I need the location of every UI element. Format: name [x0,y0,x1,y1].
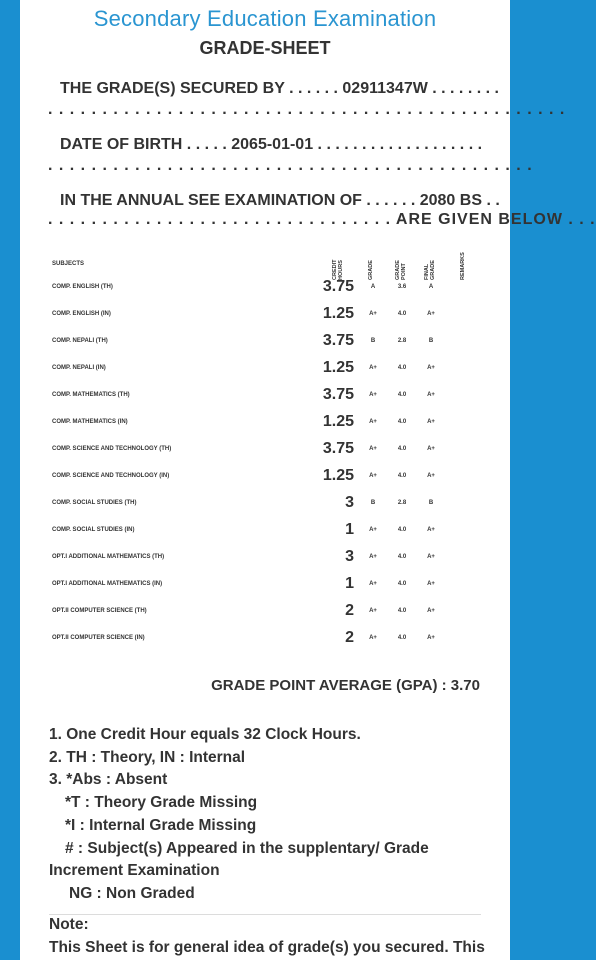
table-row [20,411,510,438]
final-grade: A+ [427,392,435,398]
note-theory-missing: *T : Theory Grade Missing [65,794,258,812]
final-grade: A+ [427,527,435,533]
grade-point: 4.0 [397,527,407,533]
subject-name: COMP. SCIENCE AND TECHNOLOGY (TH) [52,446,172,452]
subject-name: COMP. SCIENCE AND TECHNOLOGY (IN) [52,473,170,479]
grade: A [370,284,376,290]
grade: A+ [369,635,377,641]
table-row [20,330,510,357]
credit-hours: 2 [345,629,354,646]
subject-name: COMP. SOCIAL STUDIES (IN) [52,527,135,533]
grade: A+ [369,419,377,425]
subject-name: COMP. MATHEMATICS (TH) [52,392,130,398]
grade-point: 4.0 [397,554,407,560]
subject-name: COMP. MATHEMATICS (IN) [52,419,128,425]
note-internal-missing: *I : Internal Grade Missing [65,816,257,834]
grade-point: 4.0 [397,608,407,614]
final-grade: A+ [427,446,435,452]
subject-name: COMP. NEPALI (TH) [52,338,108,344]
table-row [20,600,510,627]
final-grade: A+ [427,311,435,317]
footer-note-label: Note: [49,916,89,933]
table-row [20,384,510,411]
header-credit-hours: CREDIT HOURS [332,259,344,280]
subject-name: OPT.II COMPUTER SCIENCE (IN) [52,635,145,641]
final-grade: A+ [427,419,435,425]
table-row [20,627,510,654]
subject-name: COMP. ENGLISH (TH) [52,284,113,290]
grade: A+ [369,311,377,317]
subject-name: COMP. NEPALI (IN) [52,365,106,371]
subject-name: OPT.I ADDITIONAL MATHEMATICS (IN) [52,581,163,587]
final-grade: A+ [427,554,435,560]
credit-hours: 3.75 [322,386,354,403]
note-supplementary-cont: Increment Examination [49,862,220,880]
header-grade: GRADE [368,260,374,280]
note-absent: 3. *Abs : Absent [49,771,168,789]
final-grade: B [428,500,434,506]
table-row [20,276,510,303]
secured-by-cont-line: . . . . . . . . . . . . . . . . . . . . . . . . . . . . . . . . . . . . . . . . . . . . . . . . [48,101,566,118]
grade-point: 4.0 [397,635,407,641]
grade-point: 4.0 [397,419,407,425]
credit-hours: 1.25 [322,305,354,322]
subject-name: OPT.II COMPUTER SCIENCE (TH) [52,608,147,614]
note-credit-hour: 1. One Credit Hour equals 32 Clock Hours. [49,726,361,743]
note-abbreviations: 2. TH : Theory, IN : Internal [49,748,246,766]
note-non-graded: NG : Non Graded [69,884,195,902]
credit-hours: 1.25 [322,359,354,376]
table-row [20,303,510,330]
grade-point: 2.8 [397,338,407,344]
table-row [20,438,510,465]
header-remarks: REMARKS [460,252,466,280]
exam-line: IN THE ANNUAL SEE EXAMINATION OF . . . . . . 2080 BS . . [60,192,500,209]
grade-point: 3.6 [397,284,407,290]
gpa-summary: GRADE POINT AVERAGE (GPA) : 3.70 [211,677,480,694]
grade-point: 4.0 [397,392,407,398]
final-grade: A+ [427,635,435,641]
credit-hours: 1.25 [322,467,354,484]
table-row [20,546,510,573]
grade: A+ [369,365,377,371]
table-row [20,519,510,546]
grade: A+ [369,608,377,614]
dob-line: DATE OF BIRTH . . . . . 2065-01-01 . . . . . . . . . . . . . . . . . . . [60,136,483,153]
header-grade-point: GRADE POINT [395,260,407,280]
grade: B [370,500,376,506]
credit-hours: 3 [345,548,354,565]
grade: A+ [369,473,377,479]
footer-note-text: This Sheet is for general idea of grade(s) you secured. This [49,939,485,956]
grade: A+ [369,527,377,533]
credit-hours: 3.75 [322,332,354,349]
credit-hours: 3.75 [322,440,354,457]
final-grade: A+ [427,581,435,587]
subject-name: COMP. SOCIAL STUDIES (TH) [52,500,137,506]
notes-list [49,724,489,906]
table-row [20,357,510,384]
dob-cont-line: . . . . . . . . . . . . . . . . . . . . . . . . . . . . . . . . . . . . . . . . . . . . . [48,157,533,174]
credit-hours: 2 [345,602,354,619]
table-row [20,492,510,519]
final-grade: B [428,338,434,344]
page-subtitle: GRADE-SHEET [199,38,331,58]
table-row [20,465,510,492]
grade: A+ [369,581,377,587]
final-grade: A+ [427,608,435,614]
credit-hours: 1 [345,521,354,538]
grade-sheet [20,0,596,960]
note-supplementary: # : Subject(s) Appeared in the supplentary/ Grade [65,839,429,857]
secured-by-line: THE GRADE(S) SECURED BY . . . . . . 02911347W . . . . . . . . [60,80,499,97]
header-final-grade: FINAL GRADE [424,260,436,280]
subject-name: OPT.I ADDITIONAL MATHEMATICS (TH) [52,554,165,560]
final-grade: A+ [427,365,435,371]
final-grade: A+ [427,473,435,479]
credit-hours: 1.25 [322,413,354,430]
grade-point: 4.0 [397,365,407,371]
grade-point: 4.0 [397,446,407,452]
grade-point: 4.0 [397,581,407,587]
grade-point: 2.8 [397,500,407,506]
header-subjects: SUBJECTS [52,261,85,267]
credit-hours: 1 [345,575,354,592]
divider [49,914,481,915]
table-row [20,573,510,600]
credit-hours: 3 [345,494,354,511]
subject-name: COMP. ENGLISH (IN) [52,311,111,317]
page-title: Secondary Education Examination [93,6,437,31]
exam-cont-line: . . . . . . . . . . . . . . . . . . . . . . . . . . . . . . . . ARE GIVEN BELOW . . . [48,211,596,228]
grade: A+ [369,446,377,452]
grade-point: 4.0 [397,473,407,479]
grade-point: 4.0 [397,311,407,317]
credit-hours: 3.75 [322,278,354,295]
grade: A+ [369,392,377,398]
final-grade: A [428,284,434,290]
grade: B [370,338,376,344]
grade: A+ [369,554,377,560]
